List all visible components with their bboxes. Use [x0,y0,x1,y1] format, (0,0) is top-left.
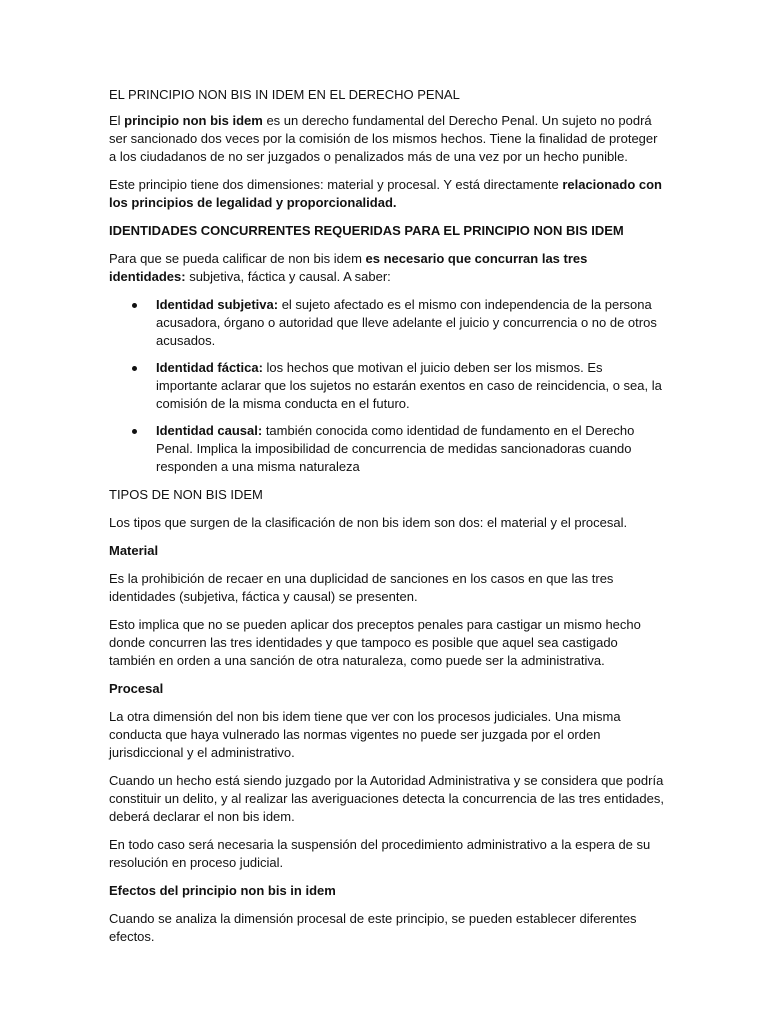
bold-run: relacionado con los principios de legalidad y proporcionalidad. [109,177,663,210]
text-run: el sujeto afectado es el mismo con independencia de la persona acusadora, órgano o autoridad que lleve adelante el juicio y concurrencia o no de otros acusados. [156,297,657,348]
paragraph-procesal-3: En todo caso será necesaria la suspensión del procedimiento administrativo a la espera de su resolución en proceso judicial. [109,837,651,870]
list-item-identidad-causal [109,422,664,476]
paragraph-material-2: Esto implica que no se pueden aplicar dos preceptos penales para castigar un mismo hecho donde concurren las tres identidades y que tampoco es posible que aquel sea castigado también en orden a una sanción de otra naturaleza, como puede ser la administrativa. [109,617,641,668]
bold-run: Identidad fáctica: [156,360,263,375]
paragraph-procesal-2: Cuando un hecho está siendo juzgado por la Autoridad Administrativa y se considera que podría constituir un delito, y al realizar las averiguaciones detecta la concurrencia de las tres entidades, deberá declarar el non bis idem. [109,773,664,824]
paragraph-procesal-1: La otra dimensión del non bis idem tiene que ver con los procesos judiciales. Una misma conducta que haya vulnerado las normas vigentes no puede ser juzgada por el orden jurisdiccional y el administrativo. [109,709,621,760]
bullet-icon [132,303,137,308]
text-run: Para que se pueda calificar de non bis idem [109,251,366,266]
text-run: también conocida como identidad de fundamento en el Derecho Penal. Implica la imposibilidad de concurrencia de medidas sancionadoras cuando responden a una misma naturaleza [156,423,635,474]
document-page [109,86,664,956]
paragraph-calificar [109,250,664,286]
paragraph-tipos: Los tipos que surgen de la clasificación de non bis idem son dos: el material y el procesal. [109,515,628,530]
paragraph-dimensiones [109,176,664,212]
text-run: Este principio tiene dos dimensiones: material y procesal. Y está directamente [109,177,563,192]
list-item-identidad-factica [109,359,664,413]
paragraph-efectos: Cuando se analiza la dimensión procesal de este principio, se pueden establecer diferentes efectos. [109,911,637,944]
text-run: subjetiva, fáctica y causal. A saber: [185,269,391,284]
heading-procesal: Procesal [109,681,164,696]
identidades-list [109,296,664,476]
text-run: es un derecho fundamental del Derecho Penal. Un sujeto no podrá ser sancionado dos veces por la comisión de los mismos hechos. Tiene la finalidad de proteger a los ciudadanos de no ser juzgados o penalizados más de una vez por un hecho punible. [109,113,658,164]
bold-run: Identidad subjetiva: [156,297,279,312]
heading-tipos: TIPOS DE NON BIS IDEM [109,487,263,502]
paragraph-material-1: Es la prohibición de recaer en una duplicidad de sanciones en los casos en que las tres identidades (subjetiva, fáctica y causal) se presenten. [109,571,614,604]
list-item-identidad-subjetiva [109,296,664,350]
paragraph-definicion [109,112,664,166]
bullet-icon [132,429,137,434]
document-title: EL PRINCIPIO NON BIS IN IDEM EN EL DERECHO PENAL [109,87,460,102]
heading-efectos: Efectos del principio non bis in idem [109,883,336,898]
heading-identidades: IDENTIDADES CONCURRENTES REQUERIDAS PARA EL PRINCIPIO NON BIS IDEM [109,223,624,238]
bold-run: principio non bis idem [124,113,263,128]
heading-material: Material [109,543,159,558]
text-run: los hechos que motivan el juicio deben ser los mismos. Es importante aclarar que los sujetos no estarán exentos en caso de reincidencia, o sea, la comisión de la misma conducta en el futuro. [156,360,662,411]
text-run: El [109,113,125,128]
bold-run: es necesario que concurran las tres identidades: [109,251,588,284]
bold-run: Identidad causal: [156,423,263,438]
bullet-icon [132,366,137,371]
